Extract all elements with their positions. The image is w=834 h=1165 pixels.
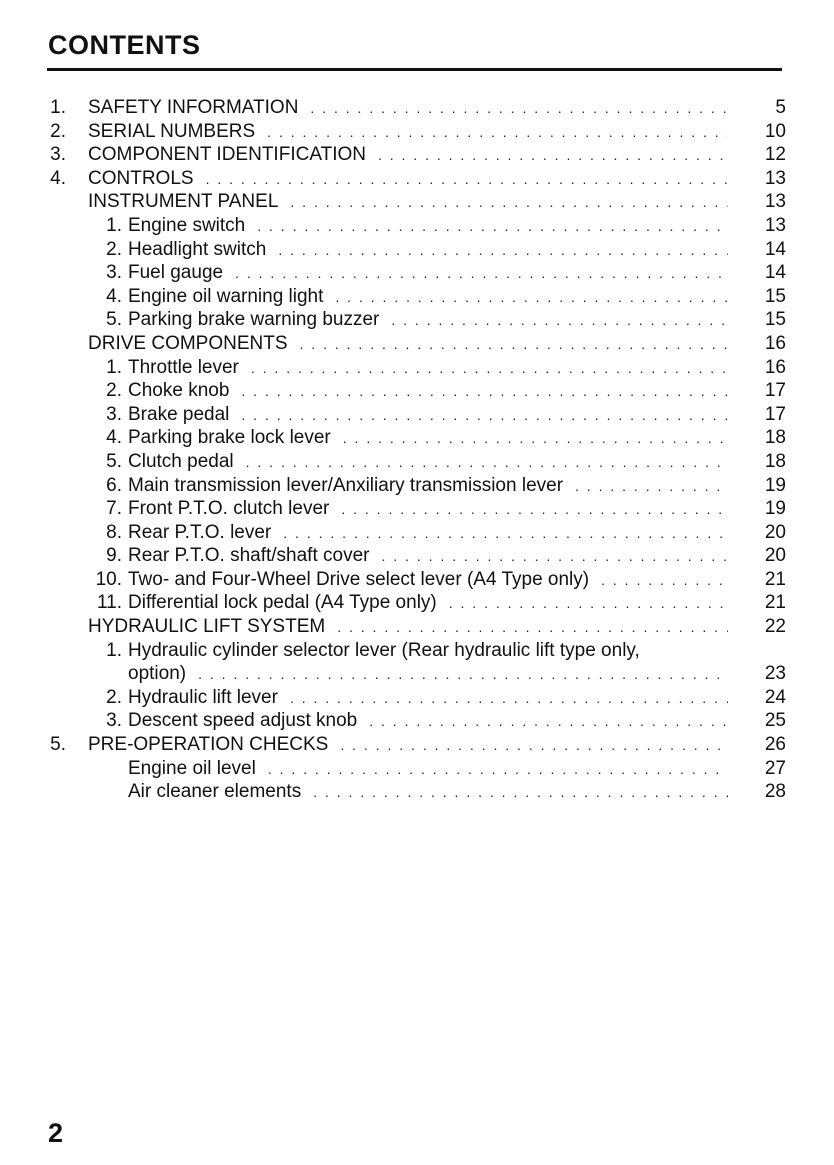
toc-entry-number: 3. xyxy=(106,710,122,732)
toc-row xyxy=(0,143,834,167)
toc-entry-number: 6. xyxy=(106,474,122,496)
toc-entry-number: 5. xyxy=(106,450,122,472)
toc-entry-title: Parking brake lock lever xyxy=(128,427,331,449)
toc-entry-number: 4. xyxy=(106,427,122,449)
toc-row xyxy=(0,615,834,639)
toc-row xyxy=(0,757,834,781)
dot-leader xyxy=(290,687,728,711)
toc-entry-page: 21 xyxy=(764,568,786,590)
dot-leader xyxy=(283,522,728,546)
toc-entry-title: Fuel gauge xyxy=(128,262,224,284)
page-heading: CONTENTS xyxy=(48,30,201,60)
table-of-contents xyxy=(0,96,834,804)
dot-leader xyxy=(290,191,728,215)
toc-entry-title: Choke knob xyxy=(128,380,230,402)
toc-entry-number: 8. xyxy=(106,521,122,543)
toc-entry-page: 16 xyxy=(764,356,786,378)
dot-leader xyxy=(340,734,728,758)
toc-entry-title: Headlight switch xyxy=(128,238,267,260)
dot-leader xyxy=(300,333,728,357)
toc-row xyxy=(0,709,834,733)
toc-entry-number: 1. xyxy=(106,214,122,236)
toc-entry-page: 21 xyxy=(764,592,786,614)
toc-entry-title: COMPONENT IDENTIFICATION xyxy=(88,144,366,166)
toc-entry-page: 18 xyxy=(764,427,786,449)
toc-entry-title: Hydraulic cylinder selector lever (Rear hydraulic lift type only, xyxy=(128,639,640,661)
toc-entry-page: 19 xyxy=(764,498,786,520)
toc-entry-number: 11. xyxy=(96,592,122,614)
toc-entry-title: Front P.T.O. clutch lever xyxy=(128,498,330,520)
dot-leader xyxy=(313,781,728,805)
dot-leader xyxy=(335,286,728,310)
toc-entry-number: 1. xyxy=(106,639,122,661)
dot-leader xyxy=(391,309,728,333)
toc-entry-page: 14 xyxy=(764,238,786,260)
dot-leader xyxy=(246,451,728,475)
toc-row xyxy=(0,167,834,191)
toc-entry-page: 18 xyxy=(764,450,786,472)
toc-row xyxy=(0,521,834,545)
toc-row xyxy=(0,639,834,663)
toc-entry-page: 13 xyxy=(764,191,786,213)
toc-entry-title: INSTRUMENT PANEL xyxy=(88,191,279,213)
toc-entry-page: 27 xyxy=(764,757,786,779)
dot-leader xyxy=(241,380,728,404)
toc-row xyxy=(0,544,834,568)
toc-entry-number: 3. xyxy=(106,403,122,425)
toc-entry-number: 1. xyxy=(50,97,66,118)
dot-leader xyxy=(575,475,728,499)
toc-row xyxy=(0,403,834,427)
toc-entry-number: 3. xyxy=(50,144,66,166)
toc-entry-page: 23 xyxy=(764,663,786,685)
toc-row xyxy=(0,190,834,214)
toc-entry-page: 20 xyxy=(764,521,786,543)
toc-entry-title: Rear P.T.O. shaft/shaft cover xyxy=(128,545,370,567)
toc-entry-title: Clutch pedal xyxy=(128,450,234,472)
toc-entry-title: Parking brake warning buzzer xyxy=(128,309,380,331)
toc-entry-title: Engine oil warning light xyxy=(128,285,324,307)
toc-entry-page: 24 xyxy=(764,686,786,708)
toc-entry-number: 2. xyxy=(106,380,122,402)
dot-leader xyxy=(257,215,728,239)
toc-entry-page: 15 xyxy=(764,285,786,307)
toc-entry-title: Throttle lever xyxy=(128,356,239,378)
toc-entry-number: 5. xyxy=(50,734,66,756)
toc-entry-page: 12 xyxy=(764,144,786,166)
page-number: 2 xyxy=(48,1118,64,1148)
toc-entry-page: 17 xyxy=(764,380,786,402)
toc-entry-number: 2. xyxy=(106,238,122,260)
toc-entry-page: 13 xyxy=(764,214,786,236)
toc-row xyxy=(0,96,834,120)
toc-entry-title: SERIAL NUMBERS xyxy=(88,120,256,142)
toc-entry-page: 25 xyxy=(764,710,786,732)
toc-entry-title: Air cleaner elements xyxy=(128,781,302,803)
toc-row xyxy=(0,568,834,592)
toc-entry-page: 17 xyxy=(764,403,786,425)
toc-entry-title: Descent speed adjust knob xyxy=(128,710,358,732)
dot-leader xyxy=(235,262,728,286)
dot-leader xyxy=(267,121,728,145)
toc-entry-title: Main transmission lever/Anxiliary transmission lever xyxy=(128,474,564,496)
dot-leader xyxy=(268,758,728,782)
toc-entry-page: 19 xyxy=(764,474,786,496)
dot-leader xyxy=(198,663,728,687)
toc-row xyxy=(0,733,834,757)
toc-entry-title: Two- and Four-Wheel Drive select lever (A4 Type only) xyxy=(128,568,590,590)
toc-entry-title: Engine switch xyxy=(128,214,246,236)
toc-row xyxy=(0,686,834,710)
toc-row xyxy=(0,261,834,285)
toc-entry-number: 5. xyxy=(106,309,122,331)
toc-entry-page: 16 xyxy=(764,332,786,354)
dot-leader xyxy=(449,592,728,616)
dot-leader xyxy=(601,569,728,593)
toc-entry-number: 4. xyxy=(50,167,66,189)
toc-row xyxy=(0,426,834,450)
dot-leader xyxy=(251,357,728,381)
toc-entry-page: 14 xyxy=(764,262,786,284)
toc-row xyxy=(0,214,834,238)
toc-row xyxy=(0,497,834,521)
dot-leader xyxy=(337,616,728,640)
toc-entry-page: 13 xyxy=(764,167,786,189)
toc-row xyxy=(0,285,834,309)
toc-row xyxy=(0,120,834,144)
toc-row xyxy=(0,356,834,380)
toc-entry-page: 10 xyxy=(764,120,786,142)
toc-row xyxy=(0,474,834,498)
toc-entry-title: Engine oil level xyxy=(128,757,256,779)
toc-entry-number: 4. xyxy=(106,285,122,307)
toc-entry-title: option) xyxy=(128,663,187,685)
toc-entry-number: 7. xyxy=(106,498,122,520)
toc-entry-page: 15 xyxy=(764,309,786,331)
toc-entry-title: Differential lock pedal (A4 Type only) xyxy=(128,592,437,614)
toc-row xyxy=(0,379,834,403)
toc-entry-number: 1. xyxy=(106,356,122,378)
toc-row xyxy=(0,780,834,804)
toc-entry-title: Brake pedal xyxy=(128,403,230,425)
dot-leader xyxy=(378,144,728,168)
toc-entry-number: 2. xyxy=(106,686,122,708)
dot-leader xyxy=(310,97,728,121)
toc-entry-number: 2. xyxy=(50,120,66,142)
dot-leader xyxy=(278,239,728,263)
dot-leader xyxy=(206,168,728,192)
toc-entry-number: 3. xyxy=(106,262,122,284)
toc-entry-title: Hydraulic lift lever xyxy=(128,686,278,708)
toc-row xyxy=(0,591,834,615)
toc-entry-page: 22 xyxy=(764,616,786,638)
dot-leader xyxy=(241,404,728,428)
toc-row xyxy=(0,662,834,686)
toc-row xyxy=(0,450,834,474)
dot-leader xyxy=(381,545,728,569)
toc-entry-title: SAFETY INFORMATION xyxy=(88,97,299,118)
toc-entry-title: HYDRAULIC LIFT SYSTEM xyxy=(88,616,326,638)
toc-entry-title: CONTROLS xyxy=(88,167,194,189)
toc-entry-title: DRIVE COMPONENTS xyxy=(88,332,288,354)
toc-entry-number: 9. xyxy=(106,545,122,567)
toc-entry-page: 26 xyxy=(764,734,786,756)
toc-entry-title: PRE-OPERATION CHECKS xyxy=(88,734,329,756)
dot-leader xyxy=(343,427,728,451)
dot-leader xyxy=(341,498,728,522)
toc-entry-page: 20 xyxy=(764,545,786,567)
heading-rule xyxy=(47,68,782,71)
dot-leader xyxy=(369,710,728,734)
toc-row xyxy=(0,308,834,332)
toc-entry-page: 28 xyxy=(764,781,786,803)
toc-entry-page: 5 xyxy=(775,97,786,118)
toc-row xyxy=(0,332,834,356)
toc-entry-title: Rear P.T.O. lever xyxy=(128,521,272,543)
toc-row xyxy=(0,238,834,262)
toc-entry-number: 10. xyxy=(95,568,122,590)
